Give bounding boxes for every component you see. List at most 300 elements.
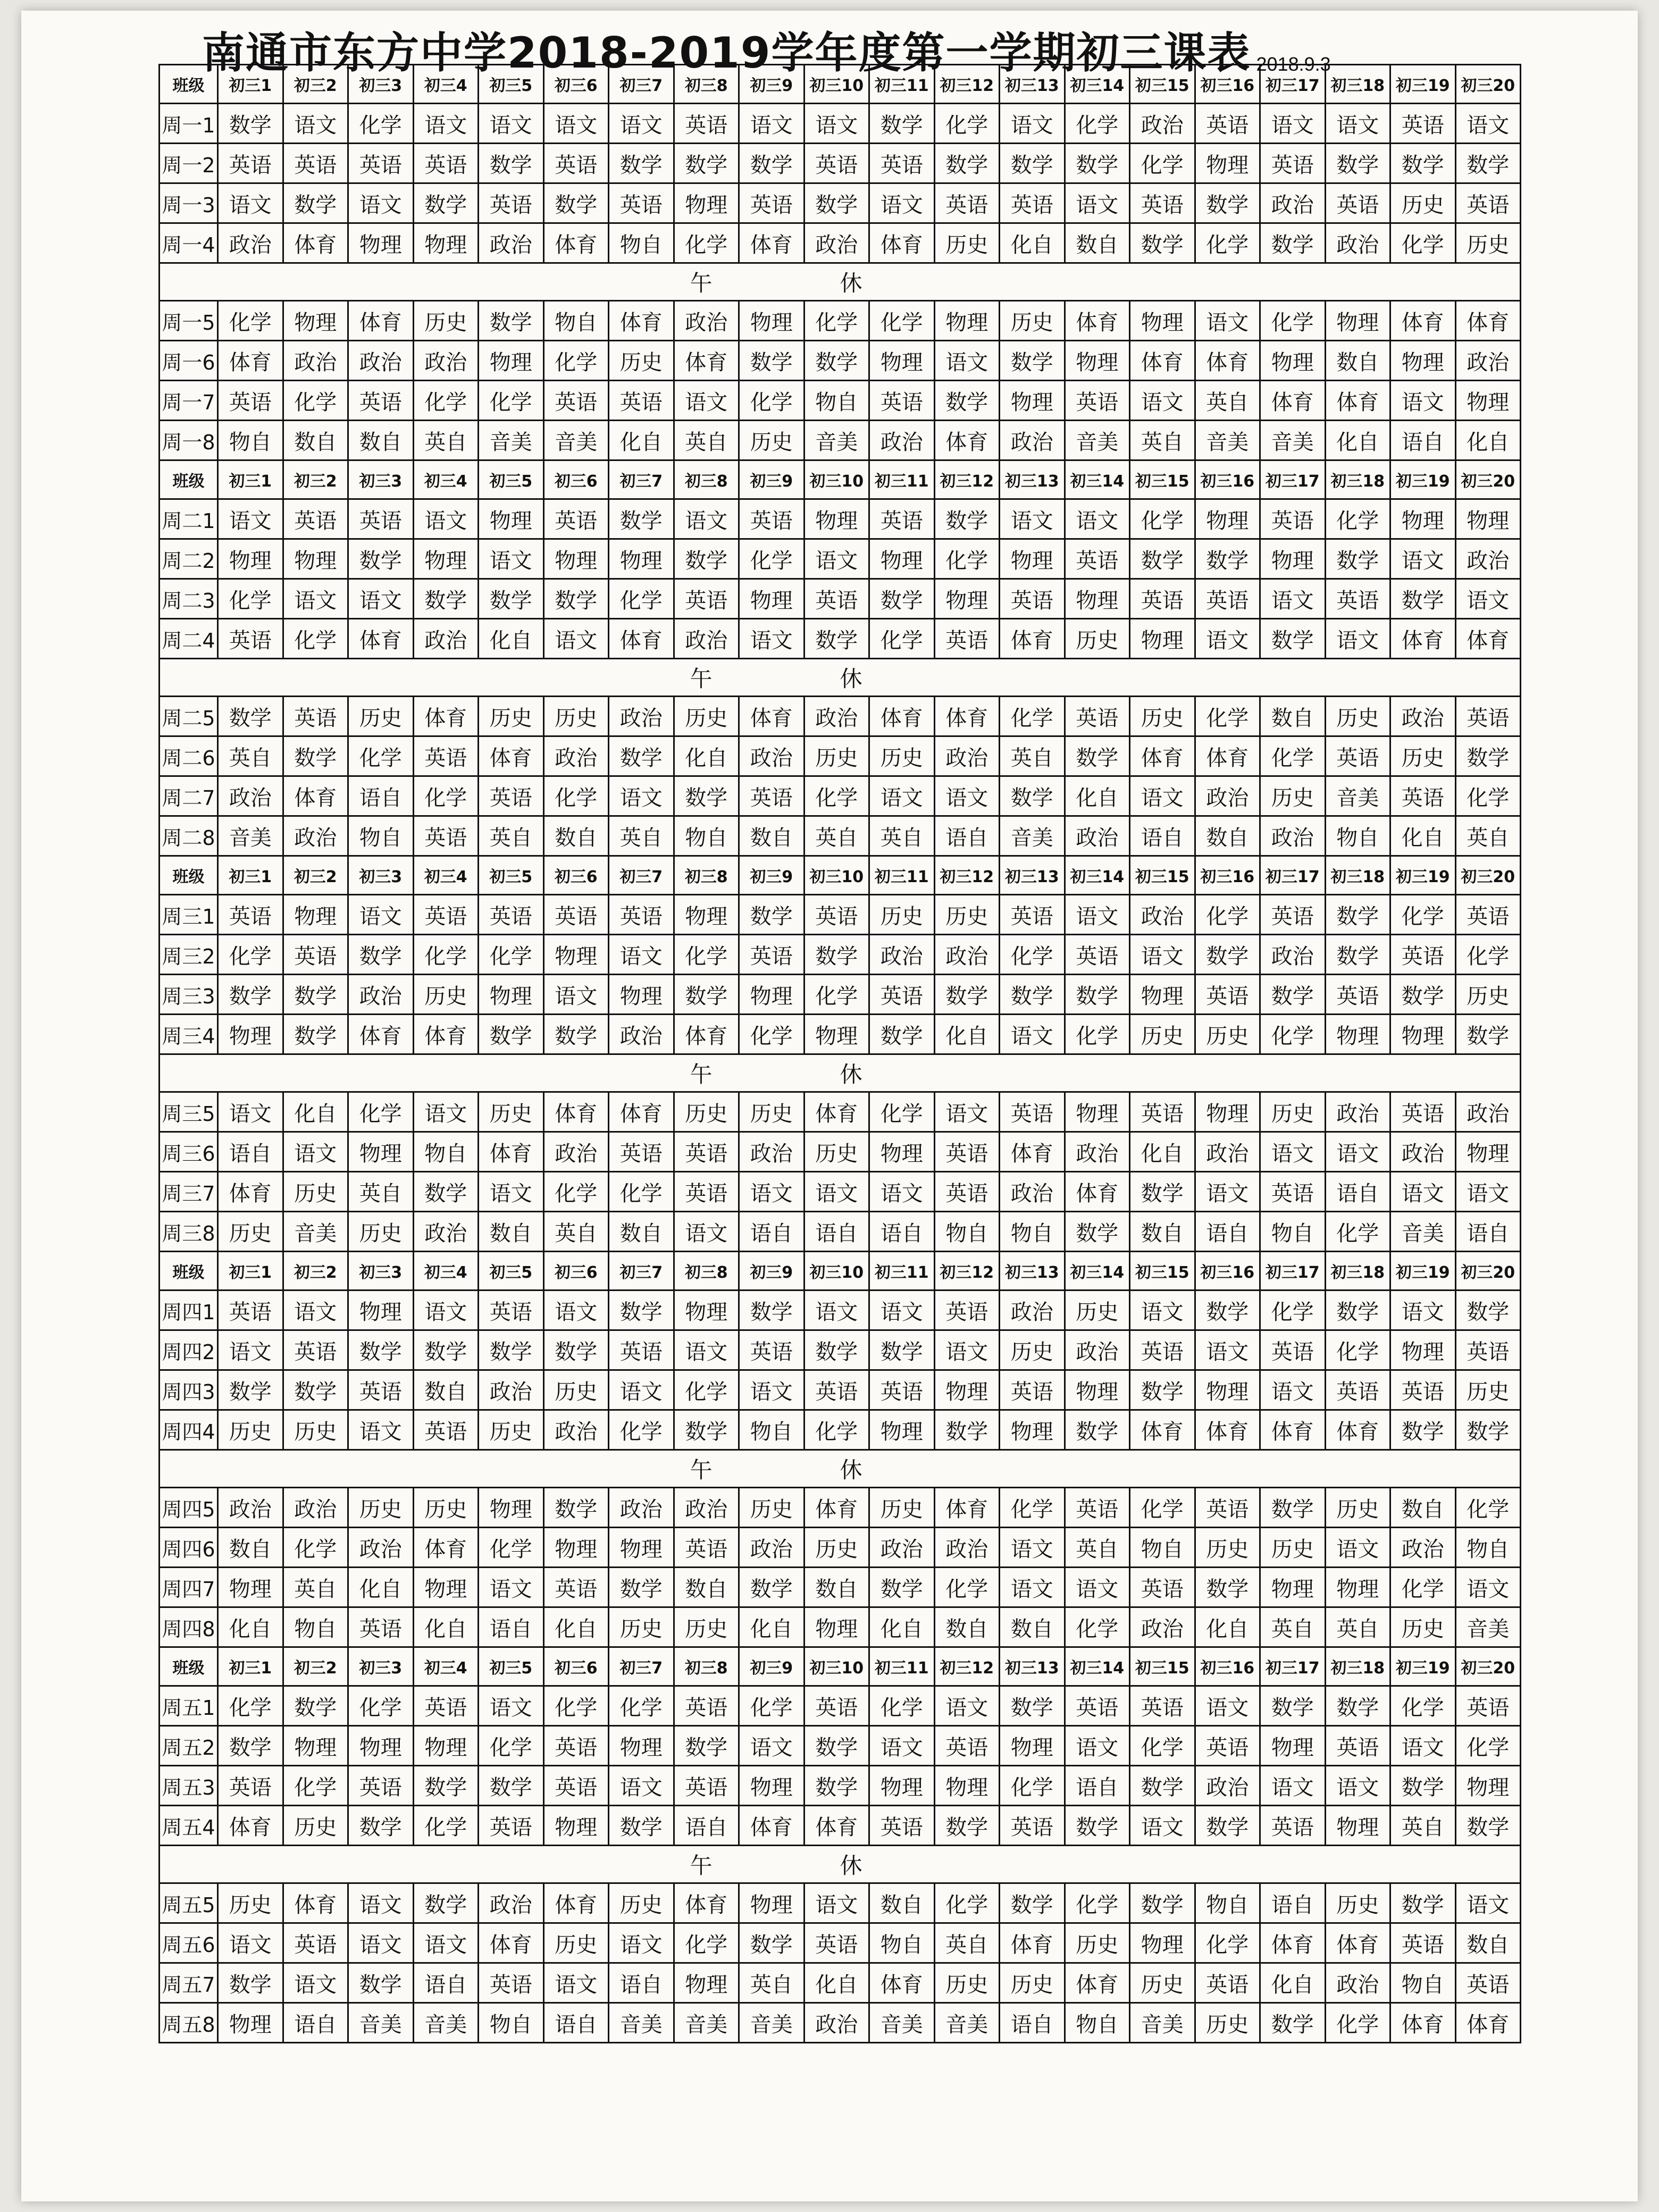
class-header-cell: 初三14 xyxy=(1065,856,1130,895)
subject-cell: 物理 xyxy=(1455,1132,1521,1172)
lunch-break-cell: 午休 xyxy=(160,1846,1521,1883)
period-row xyxy=(160,1370,1521,1410)
subject-cell: 数学 xyxy=(413,1172,479,1212)
subject-cell: 历史 xyxy=(413,301,479,341)
subject-cell: 数自 xyxy=(218,1528,283,1568)
class-header-row xyxy=(160,1647,1521,1686)
date-label: 2018.9.3 xyxy=(1256,53,1331,75)
subject-cell: 数学 xyxy=(1195,935,1260,975)
subject-cell: 数学 xyxy=(1455,1410,1521,1450)
subject-cell: 语文 xyxy=(1325,1766,1390,1806)
subject-cell: 英语 xyxy=(934,1291,1000,1330)
subject-cell: 化学 xyxy=(1065,1015,1130,1054)
period-label-cell: 周二4 xyxy=(160,619,218,659)
subject-cell: 数自 xyxy=(804,1568,869,1607)
subject-cell: 政治 xyxy=(1065,1330,1130,1370)
subject-cell: 音美 xyxy=(869,2003,935,2043)
subject-cell: 语文 xyxy=(543,619,609,659)
subject-cell: 语文 xyxy=(413,1923,479,1963)
subject-cell: 英语 xyxy=(1065,1488,1130,1528)
subject-cell: 英语 xyxy=(543,381,609,421)
class-header-cell: 初三6 xyxy=(543,1252,609,1291)
subject-cell: 数学 xyxy=(283,975,348,1015)
subject-cell: 语文 xyxy=(543,975,609,1015)
subject-cell: 英语 xyxy=(1260,895,1326,935)
subject-cell: 体育 xyxy=(739,697,805,736)
subject-cell: 英语 xyxy=(479,895,544,935)
subject-cell: 化学 xyxy=(1455,1726,1521,1766)
subject-cell: 英语 xyxy=(869,499,935,539)
subject-cell: 历史 xyxy=(283,1410,348,1450)
class-header-cell: 初三16 xyxy=(1195,856,1260,895)
subject-cell: 体育 xyxy=(1390,619,1456,659)
subject-cell: 政治 xyxy=(869,1528,935,1568)
period-row xyxy=(160,1607,1521,1647)
period-row xyxy=(160,776,1521,816)
subject-cell: 语文 xyxy=(479,1686,544,1726)
subject-cell: 数学 xyxy=(804,619,869,659)
class-header-cell: 初三13 xyxy=(1000,1647,1065,1686)
subject-cell: 物理 xyxy=(218,1015,283,1054)
subject-cell: 物理 xyxy=(479,499,544,539)
subject-cell: 化学 xyxy=(1260,301,1326,341)
subject-cell: 英语 xyxy=(543,1766,609,1806)
subject-cell: 英语 xyxy=(609,183,674,223)
subject-cell: 数学 xyxy=(479,579,544,619)
subject-cell: 体育 xyxy=(413,1015,479,1054)
subject-cell: 物理 xyxy=(739,975,805,1015)
subject-cell: 英自 xyxy=(1325,1607,1390,1647)
subject-cell: 体育 xyxy=(609,1092,674,1132)
subject-cell: 体育 xyxy=(1065,301,1130,341)
subject-cell: 政治 xyxy=(283,816,348,856)
subject-cell: 英语 xyxy=(218,1766,283,1806)
subject-cell: 音美 xyxy=(543,421,609,460)
subject-cell: 体育 xyxy=(1455,2003,1521,2043)
subject-cell: 英自 xyxy=(348,1172,414,1212)
subject-cell: 数学 xyxy=(543,1330,609,1370)
period-label-cell: 周五3 xyxy=(160,1766,218,1806)
period-label-cell: 周一8 xyxy=(160,421,218,460)
subject-cell: 化学 xyxy=(609,579,674,619)
period-row xyxy=(160,183,1521,223)
subject-cell: 语自 xyxy=(934,816,1000,856)
subject-cell: 历史 xyxy=(218,1410,283,1450)
subject-cell: 英语 xyxy=(804,895,869,935)
subject-cell: 英语 xyxy=(1130,1568,1195,1607)
period-label-cell: 周二1 xyxy=(160,499,218,539)
subject-cell: 物理 xyxy=(348,223,414,263)
subject-cell: 数学 xyxy=(609,144,674,183)
class-header-cell: 初三18 xyxy=(1325,65,1390,104)
subject-cell: 政治 xyxy=(609,697,674,736)
subject-cell: 语自 xyxy=(1195,1212,1260,1252)
subject-cell: 物自 xyxy=(674,816,739,856)
subject-cell: 数学 xyxy=(1325,895,1390,935)
subject-cell: 物理 xyxy=(1260,539,1326,579)
subject-cell: 英语 xyxy=(1130,183,1195,223)
subject-cell: 物理 xyxy=(1325,1806,1390,1846)
header-label-cell: 班级 xyxy=(160,460,218,499)
period-label-cell: 周三2 xyxy=(160,935,218,975)
subject-cell: 物理 xyxy=(1195,1370,1260,1410)
period-label-cell: 周四5 xyxy=(160,1488,218,1528)
subject-cell: 体育 xyxy=(1130,736,1195,776)
subject-cell: 历史 xyxy=(869,895,935,935)
subject-cell: 英语 xyxy=(869,144,935,183)
class-header-cell: 初三10 xyxy=(804,856,869,895)
subject-cell: 语文 xyxy=(1260,579,1326,619)
subject-cell: 语文 xyxy=(1455,1883,1521,1923)
subject-cell: 英语 xyxy=(934,1132,1000,1172)
subject-cell: 历史 xyxy=(1390,183,1456,223)
subject-cell: 物理 xyxy=(869,1410,935,1450)
subject-cell: 物理 xyxy=(479,975,544,1015)
class-header-cell: 初三18 xyxy=(1325,856,1390,895)
subject-cell: 历史 xyxy=(348,697,414,736)
subject-cell: 历史 xyxy=(674,1092,739,1132)
class-header-cell: 初三8 xyxy=(674,65,739,104)
subject-cell: 语文 xyxy=(348,895,414,935)
subject-cell: 数学 xyxy=(1455,1015,1521,1054)
subject-cell: 化学 xyxy=(804,975,869,1015)
subject-cell: 英语 xyxy=(739,935,805,975)
subject-cell: 数学 xyxy=(869,1330,935,1370)
class-header-cell: 初三11 xyxy=(869,856,935,895)
subject-cell: 数自 xyxy=(1390,1488,1456,1528)
subject-cell: 历史 xyxy=(609,1883,674,1923)
class-header-cell: 初三15 xyxy=(1130,856,1195,895)
subject-cell: 物理 xyxy=(413,223,479,263)
lunch-break-row xyxy=(160,263,1521,301)
subject-cell: 数自 xyxy=(479,1212,544,1252)
subject-cell: 语文 xyxy=(283,1291,348,1330)
class-header-cell: 初三2 xyxy=(283,856,348,895)
period-row xyxy=(160,539,1521,579)
class-header-cell: 初三20 xyxy=(1455,856,1521,895)
subject-cell: 英语 xyxy=(1325,1726,1390,1766)
subject-cell: 化学 xyxy=(543,341,609,381)
class-header-cell: 初三18 xyxy=(1325,1252,1390,1291)
subject-cell: 历史 xyxy=(1065,1923,1130,1963)
subject-cell: 数学 xyxy=(1390,975,1456,1015)
subject-cell: 数学 xyxy=(869,579,935,619)
period-row xyxy=(160,736,1521,776)
class-header-cell: 初三3 xyxy=(348,65,414,104)
subject-cell: 数学 xyxy=(1260,2003,1326,2043)
subject-cell: 化学 xyxy=(1325,2003,1390,2043)
subject-cell: 英自 xyxy=(218,736,283,776)
subject-cell: 历史 xyxy=(479,1410,544,1450)
subject-cell: 历史 xyxy=(283,1172,348,1212)
subject-cell: 政治 xyxy=(739,736,805,776)
subject-cell: 历史 xyxy=(1455,1370,1521,1410)
subject-cell: 政治 xyxy=(1000,421,1065,460)
subject-cell: 历史 xyxy=(1195,1015,1260,1054)
subject-cell: 数学 xyxy=(674,776,739,816)
subject-cell: 政治 xyxy=(1455,341,1521,381)
subject-cell: 语自 xyxy=(739,1212,805,1252)
subject-cell: 物理 xyxy=(1390,1330,1456,1370)
subject-cell: 化学 xyxy=(413,776,479,816)
period-label-cell: 周三3 xyxy=(160,975,218,1015)
subject-cell: 政治 xyxy=(543,1410,609,1450)
period-label-cell: 周一5 xyxy=(160,301,218,341)
period-row xyxy=(160,1015,1521,1054)
subject-cell: 化学 xyxy=(869,619,935,659)
subject-cell: 体育 xyxy=(543,223,609,263)
subject-cell: 语文 xyxy=(479,1568,544,1607)
subject-cell: 语文 xyxy=(348,579,414,619)
subject-cell: 体育 xyxy=(674,341,739,381)
subject-cell: 语文 xyxy=(869,183,935,223)
subject-cell: 历史 xyxy=(934,223,1000,263)
subject-cell: 语文 xyxy=(869,1172,935,1212)
subject-cell: 语文 xyxy=(674,1330,739,1370)
subject-cell: 历史 xyxy=(1455,223,1521,263)
subject-cell: 物自 xyxy=(479,2003,544,2043)
subject-cell: 历史 xyxy=(1195,1528,1260,1568)
subject-cell: 数学 xyxy=(804,1330,869,1370)
subject-cell: 语文 xyxy=(283,1132,348,1172)
class-header-cell: 初三8 xyxy=(674,856,739,895)
subject-cell: 物理 xyxy=(1065,579,1130,619)
subject-cell: 数学 xyxy=(1455,736,1521,776)
subject-cell: 数学 xyxy=(1065,1806,1130,1846)
subject-cell: 音美 xyxy=(1195,421,1260,460)
class-header-cell: 初三13 xyxy=(1000,460,1065,499)
subject-cell: 化学 xyxy=(1130,144,1195,183)
subject-cell: 物理 xyxy=(1325,301,1390,341)
period-label-cell: 周四1 xyxy=(160,1291,218,1330)
subject-cell: 体育 xyxy=(869,697,935,736)
subject-cell: 英语 xyxy=(348,1607,414,1647)
subject-cell: 数学 xyxy=(348,935,414,975)
lunch-break-row xyxy=(160,1450,1521,1488)
subject-cell: 体育 xyxy=(869,1963,935,2003)
period-row xyxy=(160,935,1521,975)
subject-cell: 政治 xyxy=(934,1528,1000,1568)
class-header-cell: 初三20 xyxy=(1455,65,1521,104)
subject-cell: 化学 xyxy=(934,1568,1000,1607)
subject-cell: 化学 xyxy=(283,1766,348,1806)
subject-cell: 语自 xyxy=(1130,816,1195,856)
subject-cell: 体育 xyxy=(1195,341,1260,381)
subject-cell: 历史 xyxy=(413,975,479,1015)
class-header-cell: 初三4 xyxy=(413,1252,479,1291)
subject-cell: 数学 xyxy=(1065,1212,1130,1252)
subject-cell: 数学 xyxy=(283,1370,348,1410)
subject-cell: 政治 xyxy=(543,736,609,776)
subject-cell: 语文 xyxy=(348,1923,414,1963)
subject-cell: 化学 xyxy=(1260,1015,1326,1054)
subject-cell: 政治 xyxy=(674,1488,739,1528)
period-row xyxy=(160,1212,1521,1252)
subject-cell: 语文 xyxy=(1000,104,1065,144)
subject-cell: 英语 xyxy=(479,1963,544,2003)
class-header-cell: 初三10 xyxy=(804,1252,869,1291)
subject-cell: 历史 xyxy=(1195,2003,1260,2043)
subject-cell: 物理 xyxy=(348,1726,414,1766)
subject-cell: 政治 xyxy=(934,935,1000,975)
subject-cell: 化学 xyxy=(1195,697,1260,736)
subject-cell: 物自 xyxy=(739,1410,805,1450)
subject-cell: 语文 xyxy=(1195,619,1260,659)
subject-cell: 英语 xyxy=(804,1370,869,1410)
subject-cell: 体育 xyxy=(1260,1410,1326,1450)
subject-cell: 英语 xyxy=(1065,539,1130,579)
subject-cell: 语自 xyxy=(543,2003,609,2043)
subject-cell: 数学 xyxy=(674,144,739,183)
subject-cell: 英语 xyxy=(1390,104,1456,144)
subject-cell: 化学 xyxy=(739,1015,805,1054)
subject-cell: 数学 xyxy=(283,1686,348,1726)
subject-cell: 数学 xyxy=(1390,579,1456,619)
period-row xyxy=(160,104,1521,144)
subject-cell: 体育 xyxy=(413,1528,479,1568)
subject-cell: 数学 xyxy=(1455,1806,1521,1846)
subject-cell: 物理 xyxy=(283,1726,348,1766)
subject-cell: 数学 xyxy=(413,579,479,619)
subject-cell: 政治 xyxy=(674,301,739,341)
class-header-cell: 初三2 xyxy=(283,1647,348,1686)
subject-cell: 英语 xyxy=(1000,1092,1065,1132)
subject-cell: 化学 xyxy=(739,539,805,579)
subject-cell: 英语 xyxy=(609,1132,674,1172)
subject-cell: 音美 xyxy=(283,1212,348,1252)
period-label-cell: 周四4 xyxy=(160,1410,218,1450)
subject-cell: 数学 xyxy=(218,1726,283,1766)
subject-cell: 语文 xyxy=(543,1291,609,1330)
class-header-cell: 初三9 xyxy=(739,65,805,104)
subject-cell: 物理 xyxy=(609,975,674,1015)
subject-cell: 化学 xyxy=(674,223,739,263)
subject-cell: 化学 xyxy=(413,381,479,421)
subject-cell: 英语 xyxy=(1260,1330,1326,1370)
class-header-row xyxy=(160,1252,1521,1291)
period-row xyxy=(160,301,1521,341)
subject-cell: 语文 xyxy=(543,104,609,144)
subject-cell: 历史 xyxy=(804,1528,869,1568)
subject-cell: 语文 xyxy=(413,499,479,539)
period-row xyxy=(160,1528,1521,1568)
subject-cell: 体育 xyxy=(804,1806,869,1846)
subject-cell: 体育 xyxy=(1000,1923,1065,1963)
subject-cell: 数学 xyxy=(479,301,544,341)
subject-cell: 语文 xyxy=(1325,1528,1390,1568)
subject-cell: 英语 xyxy=(543,1726,609,1766)
subject-cell: 音美 xyxy=(1130,2003,1195,2043)
subject-cell: 政治 xyxy=(674,619,739,659)
subject-cell: 英语 xyxy=(1195,1488,1260,1528)
class-header-cell: 初三10 xyxy=(804,460,869,499)
subject-cell: 政治 xyxy=(1000,1172,1065,1212)
subject-cell: 政治 xyxy=(479,1883,544,1923)
subject-cell: 英语 xyxy=(413,736,479,776)
subject-cell: 体育 xyxy=(934,697,1000,736)
class-header-cell: 初三9 xyxy=(739,856,805,895)
subject-cell: 体育 xyxy=(1325,1923,1390,1963)
subject-cell: 数自 xyxy=(739,816,805,856)
subject-cell: 体育 xyxy=(1000,619,1065,659)
subject-cell: 语文 xyxy=(1325,619,1390,659)
subject-cell: 体育 xyxy=(1000,1132,1065,1172)
subject-cell: 化学 xyxy=(609,1686,674,1726)
class-header-cell: 初三5 xyxy=(479,1647,544,1686)
subject-cell: 语文 xyxy=(869,1726,935,1766)
period-label-cell: 周四6 xyxy=(160,1528,218,1568)
subject-cell: 数学 xyxy=(1000,975,1065,1015)
subject-cell: 英语 xyxy=(348,381,414,421)
subject-cell: 数学 xyxy=(869,1015,935,1054)
class-header-cell: 初三13 xyxy=(1000,856,1065,895)
subject-cell: 语文 xyxy=(283,579,348,619)
period-row xyxy=(160,499,1521,539)
class-header-cell: 初三8 xyxy=(674,1647,739,1686)
subject-cell: 历史 xyxy=(1000,1963,1065,2003)
class-header-cell: 初三12 xyxy=(934,856,1000,895)
subject-cell: 英语 xyxy=(1260,144,1326,183)
subject-cell: 音美 xyxy=(674,2003,739,2043)
subject-cell: 化学 xyxy=(934,104,1000,144)
subject-cell: 音美 xyxy=(1390,1212,1456,1252)
lunch-break-cell: 午休 xyxy=(160,1450,1521,1488)
period-row xyxy=(160,1923,1521,1963)
subject-cell: 体育 xyxy=(869,223,935,263)
subject-cell: 英语 xyxy=(1130,1092,1195,1132)
subject-cell: 政治 xyxy=(609,1488,674,1528)
subject-cell: 历史 xyxy=(543,1370,609,1410)
subject-cell: 物理 xyxy=(609,1528,674,1568)
subject-cell: 语文 xyxy=(1455,579,1521,619)
subject-cell: 英语 xyxy=(1390,1092,1456,1132)
subject-cell: 数自 xyxy=(1195,816,1260,856)
subject-cell: 政治 xyxy=(1065,816,1130,856)
subject-cell: 政治 xyxy=(1455,539,1521,579)
subject-cell: 政治 xyxy=(1455,1092,1521,1132)
subject-cell: 英语 xyxy=(1325,736,1390,776)
class-header-cell: 初三14 xyxy=(1065,65,1130,104)
subject-cell: 数学 xyxy=(413,183,479,223)
class-header-cell: 初三5 xyxy=(479,1252,544,1291)
class-header-cell: 初三12 xyxy=(934,65,1000,104)
subject-cell: 化学 xyxy=(218,935,283,975)
subject-cell: 政治 xyxy=(869,935,935,975)
subject-cell: 英自 xyxy=(1390,1806,1456,1846)
subject-cell: 英语 xyxy=(348,144,414,183)
subject-cell: 语文 xyxy=(609,776,674,816)
period-label-cell: 周二8 xyxy=(160,816,218,856)
subject-cell: 物理 xyxy=(1130,619,1195,659)
period-row xyxy=(160,1766,1521,1806)
period-label-cell: 周一6 xyxy=(160,341,218,381)
subject-cell: 数学 xyxy=(348,1330,414,1370)
subject-cell: 化自 xyxy=(674,736,739,776)
subject-cell: 物理 xyxy=(674,183,739,223)
subject-cell: 政治 xyxy=(869,421,935,460)
period-row xyxy=(160,697,1521,736)
subject-cell: 数学 xyxy=(413,1766,479,1806)
subject-cell: 政治 xyxy=(1065,1132,1130,1172)
subject-cell: 数自 xyxy=(348,421,414,460)
subject-cell: 化学 xyxy=(348,736,414,776)
subject-cell: 英语 xyxy=(674,1766,739,1806)
class-header-cell: 初三1 xyxy=(218,1647,283,1686)
period-label-cell: 周三4 xyxy=(160,1015,218,1054)
subject-cell: 语文 xyxy=(1130,1291,1195,1330)
subject-cell: 体育 xyxy=(348,301,414,341)
subject-cell: 历史 xyxy=(1390,736,1456,776)
